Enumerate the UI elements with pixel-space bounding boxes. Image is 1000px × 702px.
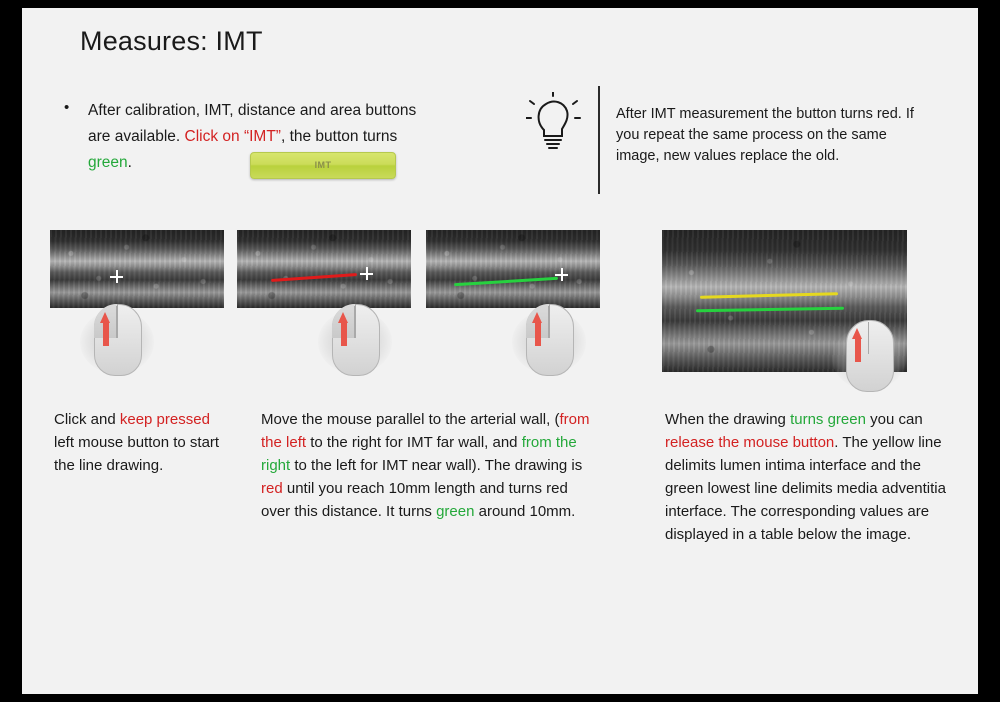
mouse-left-button-pressed-icon-1 bbox=[88, 304, 146, 376]
caption-3 bbox=[665, 408, 955, 546]
crosshair-cursor-icon bbox=[360, 267, 373, 280]
caption-3-seg-0: When the drawing bbox=[665, 411, 791, 428]
panel-3 bbox=[426, 230, 600, 308]
caption-3-seg-2: you can bbox=[865, 411, 923, 428]
caption-2-seg-8: around 10mm. bbox=[474, 503, 576, 520]
crosshair-cursor-icon bbox=[110, 270, 123, 283]
caption-3-seg-1: turns green bbox=[790, 411, 866, 428]
bullet-text-part1: After calibration, IMT, distance and area buttons are available. bbox=[88, 102, 417, 145]
crosshair-cursor-icon bbox=[555, 268, 568, 281]
ultrasound-image-3 bbox=[426, 230, 600, 308]
bullet-text-part3: , the button turns bbox=[280, 128, 398, 145]
tip-block bbox=[512, 86, 932, 198]
panel-2 bbox=[237, 230, 411, 308]
caption-1-seg-1: keep pressed bbox=[119, 411, 210, 428]
panel-4 bbox=[662, 230, 907, 372]
caption-1-seg-2: left mouse button to start the line drawing. bbox=[54, 434, 220, 474]
caption-2 bbox=[261, 408, 591, 523]
bullet-text-part5: . bbox=[127, 154, 132, 171]
tip-text: After IMT measurement the button turns red. If you repeat the same process on the same image, new values replace the old. bbox=[616, 106, 914, 164]
ultrasound-image-1 bbox=[50, 230, 224, 308]
bullet-text-click-imt: Click on “IMT” bbox=[184, 128, 281, 145]
mouse-left-button-pressed-icon-3 bbox=[520, 304, 578, 376]
tip-divider bbox=[598, 86, 600, 194]
caption-1-seg-0: Click and bbox=[54, 411, 120, 428]
imt-button[interactable]: IMT bbox=[250, 152, 396, 179]
caption-2-seg-2: to the right for IMT far wall, and bbox=[306, 434, 522, 451]
caption-2-seg-3: from the right bbox=[261, 434, 577, 474]
caption-1 bbox=[54, 408, 224, 477]
caption-2-seg-5: red bbox=[261, 480, 283, 497]
caption-3-seg-3: release the mouse button bbox=[665, 434, 835, 451]
caption-3-seg-4: . The yellow line delimits lumen intima interface and the green lowest line delimits media adventitia interface. The corresponding values are displayed in a table below the image. bbox=[665, 434, 946, 543]
mouse-left-button-released-icon bbox=[840, 320, 898, 392]
page-title: Measures: IMT bbox=[80, 26, 263, 56]
mouse-left-button-pressed-icon-2 bbox=[326, 304, 384, 376]
slide-canvas bbox=[22, 8, 978, 694]
ultrasound-image-2 bbox=[237, 230, 411, 308]
caption-2-seg-4: to the left for IMT near wall). The drawing is bbox=[290, 457, 583, 474]
caption-2-seg-6: until you reach 10mm length and turns red over this distance. It turns bbox=[261, 480, 568, 520]
caption-2-seg-1: from the left bbox=[261, 411, 590, 451]
bullet-marker: • bbox=[64, 99, 70, 116]
panel-1 bbox=[50, 230, 224, 308]
caption-2-seg-7: green bbox=[436, 503, 475, 520]
caption-2-seg-0: Move the mouse parallel to the arterial wall, ( bbox=[261, 411, 560, 428]
lightbulb-icon bbox=[526, 92, 582, 162]
bullet-text-green-word: green bbox=[88, 154, 128, 171]
